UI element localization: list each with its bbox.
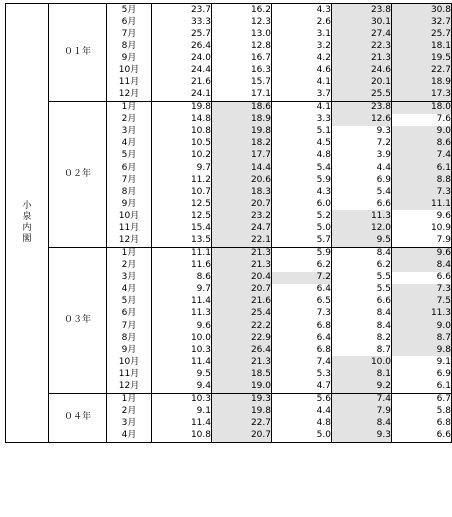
value-cell: 21.6	[212, 296, 272, 308]
value-cell: 11.4	[152, 296, 212, 308]
month-cell: 6月	[107, 308, 152, 320]
value-cell: 9.6	[392, 247, 452, 260]
value-cell: 3.9	[332, 150, 392, 162]
month-cell: 10月	[107, 64, 152, 76]
value-cell: 10.0	[152, 332, 212, 344]
value-cell: 3.2	[272, 40, 332, 52]
value-cell: 5.0	[272, 222, 332, 234]
value-cell: 11.4	[152, 418, 212, 430]
value-cell: 5.4	[332, 186, 392, 198]
value-cell: 7.4	[392, 150, 452, 162]
value-cell: 19.8	[152, 101, 212, 114]
value-cell: 16.3	[212, 64, 272, 76]
month-cell: 11月	[107, 222, 152, 234]
value-cell: 27.4	[332, 28, 392, 40]
value-cell: 24.4	[152, 64, 212, 76]
value-cell: 11.1	[152, 247, 212, 260]
month-cell: 3月	[107, 272, 152, 284]
value-cell: 3.7	[272, 89, 332, 102]
value-cell: 19.3	[212, 393, 272, 406]
value-cell: 20.7	[212, 198, 272, 210]
value-cell: 16.7	[212, 52, 272, 64]
value-cell: 11.4	[152, 356, 212, 368]
value-cell: 4.5	[272, 138, 332, 150]
value-cell: 9.7	[152, 162, 212, 174]
value-cell: 7.3	[392, 284, 452, 296]
value-cell: 22.3	[332, 40, 392, 52]
value-cell: 6.4	[272, 284, 332, 296]
value-cell: 4.4	[332, 162, 392, 174]
value-cell: 8.4	[332, 308, 392, 320]
value-cell: 7.6	[392, 114, 452, 126]
value-cell: 14.4	[212, 162, 272, 174]
value-cell: 9.0	[392, 320, 452, 332]
value-cell: 12.5	[152, 210, 212, 222]
value-cell: 20.7	[212, 284, 272, 296]
value-cell: 8.4	[332, 418, 392, 430]
value-cell: 10.9	[392, 222, 452, 234]
value-cell: 8.7	[332, 344, 392, 356]
table-row	[6, 247, 452, 260]
table-row	[6, 393, 452, 406]
value-cell: 4.7	[272, 380, 332, 393]
value-cell: 9.0	[392, 126, 452, 138]
value-cell: 24.1	[152, 89, 212, 102]
value-cell: 8.8	[392, 174, 452, 186]
value-cell: 3.1	[272, 28, 332, 40]
value-cell: 16.2	[212, 4, 272, 17]
value-cell: 6.9	[392, 368, 452, 380]
value-cell: 8.6	[392, 138, 452, 150]
value-cell: 21.6	[152, 76, 212, 88]
value-cell: 10.7	[152, 186, 212, 198]
value-cell: 18.1	[392, 40, 452, 52]
value-cell: 10.8	[152, 126, 212, 138]
value-cell: 25.4	[212, 308, 272, 320]
value-cell: 7.9	[332, 406, 392, 418]
value-cell: 19.0	[212, 380, 272, 393]
value-cell: 5.3	[272, 368, 332, 380]
value-cell: 11.3	[392, 308, 452, 320]
value-cell: 4.3	[272, 186, 332, 198]
value-cell: 20.4	[212, 272, 272, 284]
month-cell: 6月	[107, 16, 152, 28]
value-cell: 13.5	[152, 234, 212, 247]
value-cell: 6.6	[332, 198, 392, 210]
month-cell: 6月	[107, 162, 152, 174]
value-cell: 7.2	[272, 272, 332, 284]
value-cell: 8.4	[332, 247, 392, 260]
value-cell: 7.3	[272, 308, 332, 320]
value-cell: 12.0	[332, 222, 392, 234]
year-label: ０１年	[49, 4, 107, 102]
value-cell: 6.1	[392, 380, 452, 393]
value-cell: 5.5	[332, 284, 392, 296]
value-cell: 30.1	[332, 16, 392, 28]
cabinet-label: 小 泉 内 閣	[6, 4, 49, 443]
year-label: ０４年	[49, 393, 107, 442]
value-cell: 6.8	[272, 320, 332, 332]
table-row	[6, 101, 452, 114]
value-cell: 20.7	[212, 430, 272, 443]
value-cell: 6.2	[332, 260, 392, 272]
value-cell: 10.5	[152, 138, 212, 150]
month-cell: 9月	[107, 198, 152, 210]
month-cell: 5月	[107, 296, 152, 308]
value-cell: 24.7	[212, 222, 272, 234]
month-cell: 1月	[107, 101, 152, 114]
value-cell: 7.3	[392, 186, 452, 198]
value-cell: 23.8	[332, 4, 392, 17]
value-cell: 23.7	[152, 4, 212, 17]
value-cell: 5.5	[332, 272, 392, 284]
table-body	[6, 4, 452, 443]
value-cell: 21.3	[212, 247, 272, 260]
value-cell: 4.2	[272, 52, 332, 64]
value-cell: 18.2	[212, 138, 272, 150]
value-cell: 5.1	[272, 126, 332, 138]
month-cell: 2月	[107, 260, 152, 272]
value-cell: 9.3	[332, 430, 392, 443]
value-cell: 7.4	[272, 356, 332, 368]
month-cell: 5月	[107, 150, 152, 162]
value-cell: 10.0	[332, 356, 392, 368]
value-cell: 9.6	[152, 320, 212, 332]
value-cell: 18.0	[392, 101, 452, 114]
value-cell: 6.6	[392, 272, 452, 284]
value-cell: 8.7	[392, 332, 452, 344]
approval-ratings-table	[5, 3, 452, 443]
month-cell: 9月	[107, 52, 152, 64]
year-label: ０３年	[49, 247, 107, 393]
value-cell: 8.2	[332, 332, 392, 344]
month-cell: 8月	[107, 332, 152, 344]
value-cell: 10.2	[152, 150, 212, 162]
value-cell: 12.8	[212, 40, 272, 52]
value-cell: 24.6	[332, 64, 392, 76]
value-cell: 8.4	[392, 260, 452, 272]
value-cell: 6.5	[272, 296, 332, 308]
value-cell: 4.1	[272, 76, 332, 88]
value-cell: 7.9	[392, 234, 452, 247]
value-cell: 17.3	[392, 89, 452, 102]
value-cell: 11.1	[392, 198, 452, 210]
month-cell: 10月	[107, 210, 152, 222]
value-cell: 25.7	[392, 28, 452, 40]
value-cell: 17.7	[212, 150, 272, 162]
value-cell: 22.2	[212, 320, 272, 332]
value-cell: 21.3	[212, 356, 272, 368]
value-cell: 18.6	[212, 101, 272, 114]
value-cell: 6.6	[332, 296, 392, 308]
month-cell: 1月	[107, 393, 152, 406]
value-cell: 5.6	[272, 393, 332, 406]
value-cell: 19.8	[212, 406, 272, 418]
value-cell: 5.9	[272, 174, 332, 186]
value-cell: 4.4	[272, 406, 332, 418]
value-cell: 5.9	[272, 247, 332, 260]
value-cell: 32.7	[392, 16, 452, 28]
value-cell: 9.5	[152, 368, 212, 380]
value-cell: 18.9	[392, 76, 452, 88]
value-cell: 22.1	[212, 234, 272, 247]
value-cell: 26.4	[212, 344, 272, 356]
value-cell: 25.5	[332, 89, 392, 102]
value-cell: 22.7	[392, 64, 452, 76]
value-cell: 10.3	[152, 344, 212, 356]
value-cell: 8.6	[152, 272, 212, 284]
value-cell: 7.5	[392, 296, 452, 308]
value-cell: 6.6	[392, 430, 452, 443]
value-cell: 20.1	[332, 76, 392, 88]
value-cell: 10.3	[152, 393, 212, 406]
value-cell: 11.6	[152, 260, 212, 272]
value-cell: 13.0	[212, 28, 272, 40]
value-cell: 18.3	[212, 186, 272, 198]
value-cell: 5.4	[272, 162, 332, 174]
value-cell: 30.8	[392, 4, 452, 17]
month-cell: 3月	[107, 418, 152, 430]
month-cell: 2月	[107, 114, 152, 126]
month-cell: 8月	[107, 40, 152, 52]
value-cell: 5.7	[272, 234, 332, 247]
year-label: ０２年	[49, 101, 107, 247]
value-cell: 6.4	[272, 332, 332, 344]
month-cell: 11月	[107, 76, 152, 88]
month-cell: 1月	[107, 247, 152, 260]
month-cell: 5月	[107, 4, 152, 17]
value-cell: 33.3	[152, 16, 212, 28]
value-cell: 4.3	[272, 4, 332, 17]
value-cell: 9.8	[392, 344, 452, 356]
value-cell: 19.5	[392, 52, 452, 64]
month-cell: 12月	[107, 89, 152, 102]
value-cell: 9.6	[392, 210, 452, 222]
value-cell: 11.3	[332, 210, 392, 222]
value-cell: 6.2	[272, 260, 332, 272]
value-cell: 4.8	[272, 150, 332, 162]
value-cell: 12.5	[152, 198, 212, 210]
value-cell: 14.8	[152, 114, 212, 126]
value-cell: 5.8	[392, 406, 452, 418]
value-cell: 8.1	[332, 368, 392, 380]
value-cell: 12.6	[332, 114, 392, 126]
month-cell: 7月	[107, 320, 152, 332]
month-cell: 11月	[107, 368, 152, 380]
value-cell: 4.1	[272, 101, 332, 114]
value-cell: 6.8	[272, 344, 332, 356]
value-cell: 9.2	[332, 380, 392, 393]
value-cell: 18.5	[212, 368, 272, 380]
value-cell: 23.8	[332, 101, 392, 114]
value-cell: 11.3	[152, 308, 212, 320]
value-cell: 26.4	[152, 40, 212, 52]
value-cell: 5.2	[272, 210, 332, 222]
value-cell: 6.7	[392, 393, 452, 406]
value-cell: 20.6	[212, 174, 272, 186]
month-cell: 10月	[107, 356, 152, 368]
value-cell: 23.2	[212, 210, 272, 222]
month-cell: 4月	[107, 138, 152, 150]
value-cell: 9.7	[152, 284, 212, 296]
value-cell: 7.2	[332, 138, 392, 150]
value-cell: 10.8	[152, 430, 212, 443]
value-cell: 5.0	[272, 430, 332, 443]
value-cell: 9.4	[152, 380, 212, 393]
value-cell: 4.6	[272, 64, 332, 76]
value-cell: 11.2	[152, 174, 212, 186]
value-cell: 2.6	[272, 16, 332, 28]
value-cell: 9.5	[332, 234, 392, 247]
value-cell: 22.9	[212, 332, 272, 344]
value-cell: 8.4	[332, 320, 392, 332]
value-cell: 18.9	[212, 114, 272, 126]
month-cell: 9月	[107, 344, 152, 356]
value-cell: 9.1	[152, 406, 212, 418]
value-cell: 6.9	[332, 174, 392, 186]
value-cell: 12.3	[212, 16, 272, 28]
value-cell: 4.8	[272, 418, 332, 430]
value-cell: 7.4	[332, 393, 392, 406]
month-cell: 4月	[107, 284, 152, 296]
value-cell: 17.1	[212, 89, 272, 102]
month-cell: 7月	[107, 174, 152, 186]
month-cell: 12月	[107, 380, 152, 393]
value-cell: 19.8	[212, 126, 272, 138]
value-cell: 15.4	[152, 222, 212, 234]
value-cell: 21.3	[212, 260, 272, 272]
value-cell: 6.8	[392, 418, 452, 430]
value-cell: 9.1	[392, 356, 452, 368]
month-cell: 7月	[107, 28, 152, 40]
month-cell: 4月	[107, 430, 152, 443]
month-cell: 12月	[107, 234, 152, 247]
value-cell: 15.7	[212, 76, 272, 88]
month-cell: 8月	[107, 186, 152, 198]
value-cell: 24.0	[152, 52, 212, 64]
month-cell: 2月	[107, 406, 152, 418]
value-cell: 3.3	[272, 114, 332, 126]
value-cell: 25.7	[152, 28, 212, 40]
value-cell: 9.3	[332, 126, 392, 138]
value-cell: 6.0	[272, 198, 332, 210]
value-cell: 22.7	[212, 418, 272, 430]
month-cell: 3月	[107, 126, 152, 138]
value-cell: 6.1	[392, 162, 452, 174]
table-row	[6, 4, 452, 17]
value-cell: 21.3	[332, 52, 392, 64]
